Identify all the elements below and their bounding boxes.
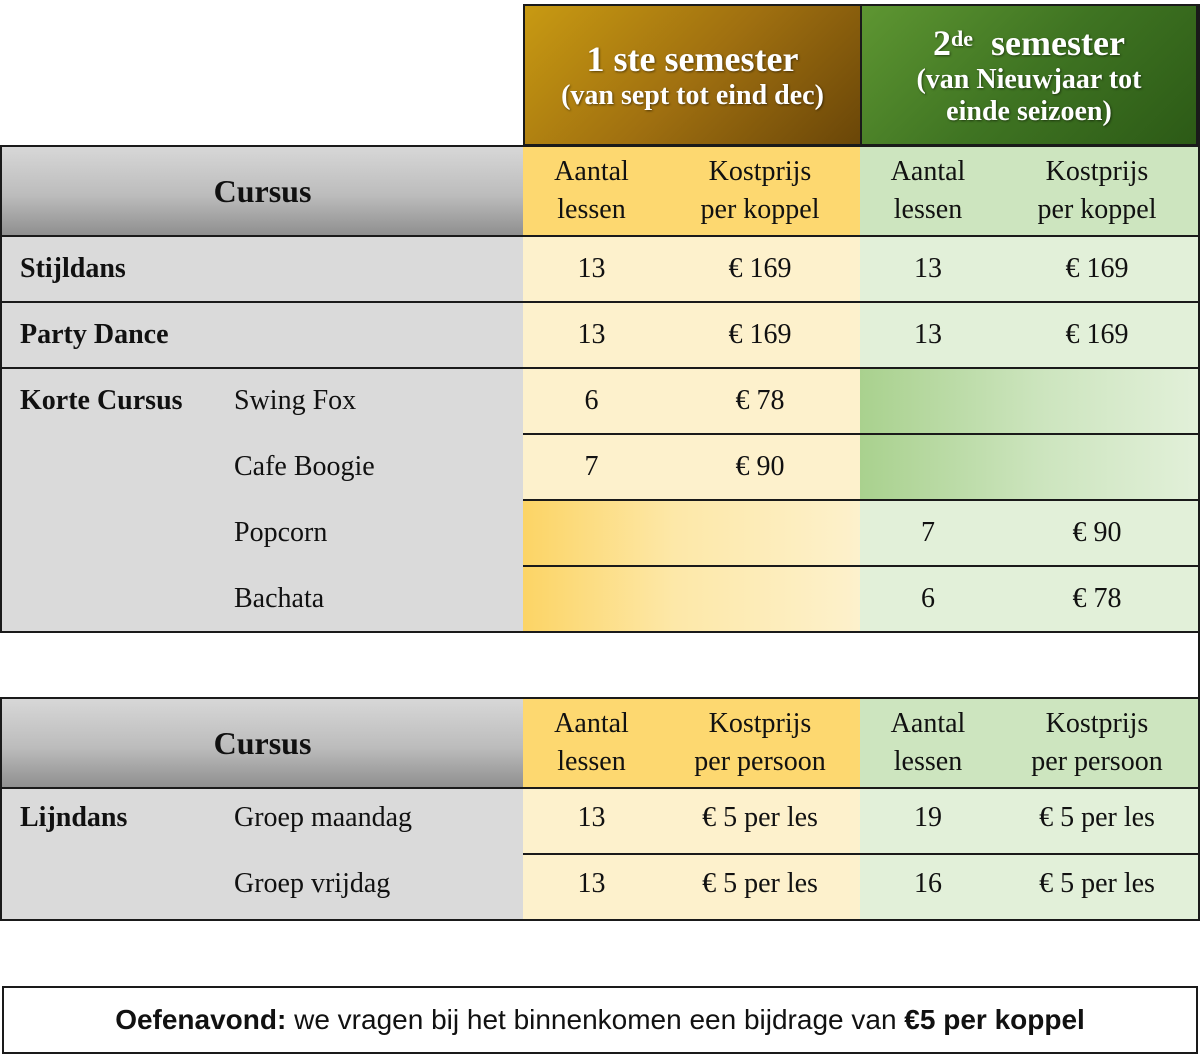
note-text: we vragen bij het binnenkomen een bijdrage van: [286, 1004, 905, 1035]
table-row-subname: Popcorn: [234, 517, 328, 548]
table-cell-s1-lessons: 7: [584, 451, 599, 482]
semester-1-title: 1 ste semester: [586, 39, 799, 79]
table1-header-cursus: Cursus: [2, 146, 523, 236]
table-cell-s2-price: € 169: [1065, 319, 1129, 350]
table-row-name: Lijndans: [20, 802, 128, 833]
semester-2-subtitle-line1: (van Nieuwjaar tot: [916, 64, 1142, 95]
table-cell-s1-price: € 78: [735, 385, 785, 416]
divider: [0, 145, 2, 633]
semester-1-subtitle: (van sept tot eind dec): [561, 80, 824, 111]
table-cell-s1-price: € 5 per les: [702, 868, 818, 899]
divider: [523, 433, 1200, 435]
table1-header-s1-price: Kostprijs per koppel: [660, 146, 860, 236]
table-cell-s1-lessons: 6: [584, 385, 599, 416]
table-row-name: Korte Cursus: [20, 385, 183, 416]
table-row-name: Stijldans: [20, 253, 126, 284]
table-cell-s2-price: € 90: [1072, 517, 1122, 548]
table-row-subname: Cafe Boogie: [234, 451, 375, 482]
table-cell-s2-empty: [860, 434, 1198, 500]
semester-2-subtitle-line2: einde seizoen): [946, 96, 1112, 127]
table-cell-s2-lessons: 13: [914, 253, 942, 284]
divider: [0, 301, 1200, 303]
divider: [0, 367, 1200, 369]
divider: [0, 235, 1200, 237]
table2-header-s2-price: Kostprijs per persoon: [996, 698, 1198, 788]
divider: [523, 853, 1200, 855]
table1-header-s2-price: Kostprijs per koppel: [996, 146, 1198, 236]
table-cell-s2-lessons: 7: [921, 517, 935, 548]
table-cell-s1-empty: [523, 500, 860, 566]
table-cell-s1-price: € 90: [735, 451, 785, 482]
note-label: Oefenavond:: [115, 1004, 287, 1035]
divider: [523, 565, 1200, 567]
table-cell-s1-lessons: 13: [577, 868, 606, 899]
table-cell-s2-lessons: 13: [914, 319, 942, 350]
table-cell-s1-lessons: 13: [577, 802, 606, 833]
divider: [0, 787, 1200, 789]
divider: [523, 499, 1200, 501]
table2-header-s1-price: Kostprijs per persoon: [660, 698, 860, 788]
table2-header-cursus: Cursus: [2, 698, 523, 788]
table-row-name: Party Dance: [20, 319, 169, 350]
divider: [0, 697, 2, 921]
divider: [0, 697, 1200, 699]
divider: [0, 631, 1200, 633]
table1-header-s1-lessons: Aantal lessen: [523, 146, 660, 236]
table-row-subname: Bachata: [234, 583, 325, 614]
note-amount: €5 per koppel: [904, 1004, 1085, 1035]
table1-header-s2-lessons: Aantal lessen: [860, 146, 996, 236]
practice-evening-note: [2, 986, 1198, 1054]
table-cell-s2-lessons: 16: [914, 868, 942, 899]
table-cell-s2-price: € 5 per les: [1039, 802, 1155, 833]
table-cell-s2-lessons: 6: [921, 583, 935, 614]
table-cell-s1-price: € 5 per les: [702, 802, 818, 833]
table2-header-s2-lessons: Aantal lessen: [860, 698, 996, 788]
table-cell-s2-price: € 78: [1072, 583, 1122, 614]
table2-header-s1-lessons: Aantal lessen: [523, 698, 660, 788]
table-row-subname: Groep maandag: [234, 802, 413, 833]
table-cell-s1-price: € 169: [728, 319, 792, 350]
semester-1-header: [523, 4, 862, 146]
table-cell-s1-lessons: 13: [577, 319, 606, 350]
semester-2-title: 2de semester: [933, 23, 1125, 63]
table-cell-s2-lessons: 19: [914, 802, 942, 833]
table-cell-s2-price: € 5 per les: [1039, 868, 1155, 899]
table-row-subname: Swing Fox: [234, 385, 357, 416]
table-cell-s2-empty: [860, 368, 1198, 434]
table-cell-s1-price: € 169: [728, 253, 792, 284]
semester-2-header: [860, 4, 1198, 146]
table-cell-s1-empty: [523, 566, 860, 632]
divider: [0, 145, 1200, 147]
divider: [0, 919, 1200, 921]
table-row-subname: Groep vrijdag: [234, 868, 391, 899]
table-cell-s1-lessons: 13: [577, 253, 606, 284]
table-cell-s2-price: € 169: [1065, 253, 1129, 284]
